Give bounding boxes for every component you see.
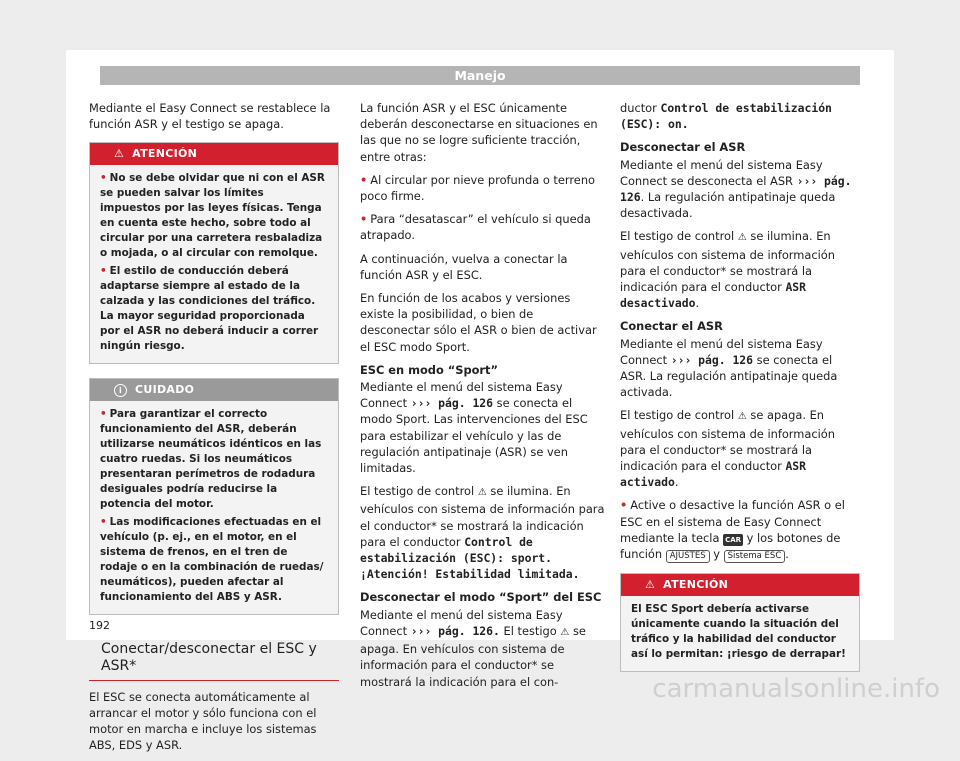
- page-number: 192: [89, 619, 110, 632]
- paragraph: Mediante el menú del sistema Easy Connect ››› pág. 126 se conecta el modo Sport. Las intervenciones del ESC para estabilizar el vehículo y las de regulación antipatinaje (ASR) se ven limitadas.: [360, 380, 588, 476]
- subheading: Desconectar el modo “Sport” del ESC: [360, 590, 602, 605]
- esc-warning-lamp-icon: ⚠: [477, 487, 487, 499]
- warning-text: El ESC Sport debería activarse únicamente cuando la situación del tráfico y la habilidad del conductor así lo permitan: ¡riesgo de derrapar!: [631, 603, 846, 661]
- column-2: [360, 100, 605, 697]
- caution-box: [89, 378, 339, 615]
- paragraph: En función de los acabos y versiones existe la posibilidad, o bien de desconectar sólo el ASR o bien de activar el ESC modo Sport.: [360, 291, 597, 354]
- section-title: Conectar/desconectar el ESC y ASR*: [89, 641, 339, 680]
- asr-warning-lamp-icon: ⚠: [737, 411, 747, 423]
- paragraph: A continuación, vuelva a conectar la función ASR y el ESC.: [360, 251, 568, 282]
- page-header: Manejo: [100, 66, 860, 85]
- warning-box: [89, 142, 339, 364]
- subheading: Conectar el ASR: [620, 319, 723, 334]
- paragraph: El testigo de control ⚠ se ilumina. En vehículos con sistema de información para el conductor* se mostrará la indicación para el conductor ASR desactivado.: [620, 229, 835, 311]
- warning-header: [90, 143, 338, 165]
- caution-title: CUIDADO: [135, 383, 195, 397]
- paragraph: El testigo de control ⚠ se apaga. En vehículos con sistema de información para el conductor* se mostrará la indicación para el conductor ASR activado.: [620, 408, 835, 490]
- caution-body: [90, 401, 338, 614]
- warning-body: [90, 165, 338, 363]
- warning-body: [621, 596, 859, 671]
- page-reference-link[interactable]: ››› pág. 126: [410, 396, 494, 411]
- warning-box: [620, 573, 860, 672]
- watermark: carmanualsonline.info: [652, 674, 940, 704]
- display-message: Control de estabilización (ESC): on.: [620, 101, 832, 132]
- warning-title: ATENCIÓN: [663, 578, 729, 592]
- bullet-icon: •: [100, 172, 107, 185]
- warning-item: • El estilo de conducción deberá adaptarse siempre al estado de la calzada y las condiciones del tráfico. La mayor seguridad proporcionada por el ASR no deberá inducir a correr ningún riesgo.: [100, 265, 319, 353]
- caution-item: • Las modificaciones efectuadas en el vehículo (p. ej., en el motor, en el sistema de frenos, en el tren de rodaje o en la combinación de ruedas/ neumáticos), pueden afectar al funcionamiento del ABS y ASR.: [100, 516, 324, 604]
- intro-text: Mediante el Easy Connect se restablece la función ASR y el testigo se apaga.: [89, 101, 331, 132]
- paragraph: Mediante el menú del sistema Easy Connect ››› pág. 126 se conecta el ASR. La regulación antipatinaje queda activada.: [620, 336, 838, 400]
- page-reference-link[interactable]: ››› pág. 126: [620, 173, 852, 205]
- paragraph: ductor Control de estabilización (ESC): on.: [620, 101, 832, 132]
- warning-triangle-icon: ⚠: [645, 578, 656, 592]
- section-text: El ESC se conecta automáticamente al arrancar el motor y sólo funciona con el motor en marcha e incluye los sistemas ABS, EDS y ASR.: [89, 689, 317, 753]
- bullet-icon: •: [360, 172, 368, 187]
- paragraph: La función ASR y el ESC únicamente deberán desconectarse en situaciones en las que no se logre suficiente tracción, entre otras:: [360, 101, 598, 164]
- list-item: • Para “desatascar” el vehículo si queda atrapado.: [360, 212, 591, 243]
- ajustes-function-button: AJUSTES: [666, 550, 710, 563]
- bullet-icon: •: [100, 408, 107, 421]
- caution-item: • Para garantizar el correcto funcionamiento del ASR, deberán utilizarse neumáticos idénticos en las cuatro ruedas. Si los neumáticos presentaran perímetros de rodadura desiguales podría reducirse la potencia del motor.: [100, 408, 322, 511]
- warning-title: ATENCIÓN: [132, 147, 198, 161]
- display-message: ASR activado: [620, 459, 807, 490]
- paragraph: El testigo de control ⚠ se ilumina. En vehículos con sistema de información para el conductor* se mostrará la indicación para el conductor Control de estabilización (ESC): sport. ¡Atención! Estabilidad limitada.: [360, 484, 605, 582]
- bullet-icon: •: [620, 498, 628, 513]
- sistema-esc-function-button: Sistema ESC: [724, 550, 786, 563]
- column-3: [620, 100, 860, 686]
- paragraph: Mediante el menú del sistema Easy Connect se desconecta el ASR ››› pág. 126. La regulación antipatinaje queda desactivada.: [620, 157, 852, 221]
- page-reference-link[interactable]: ››› pág. 126.: [410, 623, 500, 638]
- caution-header: [90, 379, 338, 401]
- warning-triangle-icon: ⚠: [114, 147, 125, 161]
- bullet-icon: •: [360, 212, 368, 227]
- display-message: ASR desactivado: [620, 280, 807, 311]
- subheading: ESC en modo “Sport”: [360, 362, 498, 377]
- bullet-icon: •: [100, 516, 107, 529]
- list-item: • Al circular por nieve profunda o terreno poco firme.: [360, 172, 596, 204]
- page-reference-link[interactable]: ››› pág. 126: [670, 352, 754, 367]
- subheading: Desconectar el ASR: [620, 140, 746, 155]
- bullet-icon: •: [100, 265, 107, 278]
- list-item: • Active o desactive la función ASR o el ESC en el sistema de Easy Connect mediante la tecla CAR y los botones de función AJUSTES y Sistema ESC .: [620, 498, 845, 562]
- warning-item: • No se debe olvidar que ni con el ASR se pueden salvar los límites impuestos por las leyes físicas. Tenga en cuenta este hecho, sobre todo al circular por una carretera resbaladiza o mojada, o al circular con remolque.: [100, 172, 325, 260]
- car-key-icon: CAR: [725, 535, 742, 544]
- column-1: [89, 100, 339, 761]
- paragraph: Mediante el menú del sistema Easy Connect ››› pág. 126. El testigo ⚠ se apaga. En vehículos con sistema de información para el conductor* se mostrará la indicación para el con-: [360, 607, 586, 689]
- asr-warning-lamp-icon: ⚠: [737, 232, 747, 244]
- esc-warning-lamp-icon: ⚠: [560, 626, 570, 638]
- warning-header: [621, 574, 859, 596]
- display-message: Control de estabilización (ESC): sport. ¡Atención! Estabilidad limitada.: [360, 534, 580, 582]
- info-circle-icon: i: [114, 384, 127, 397]
